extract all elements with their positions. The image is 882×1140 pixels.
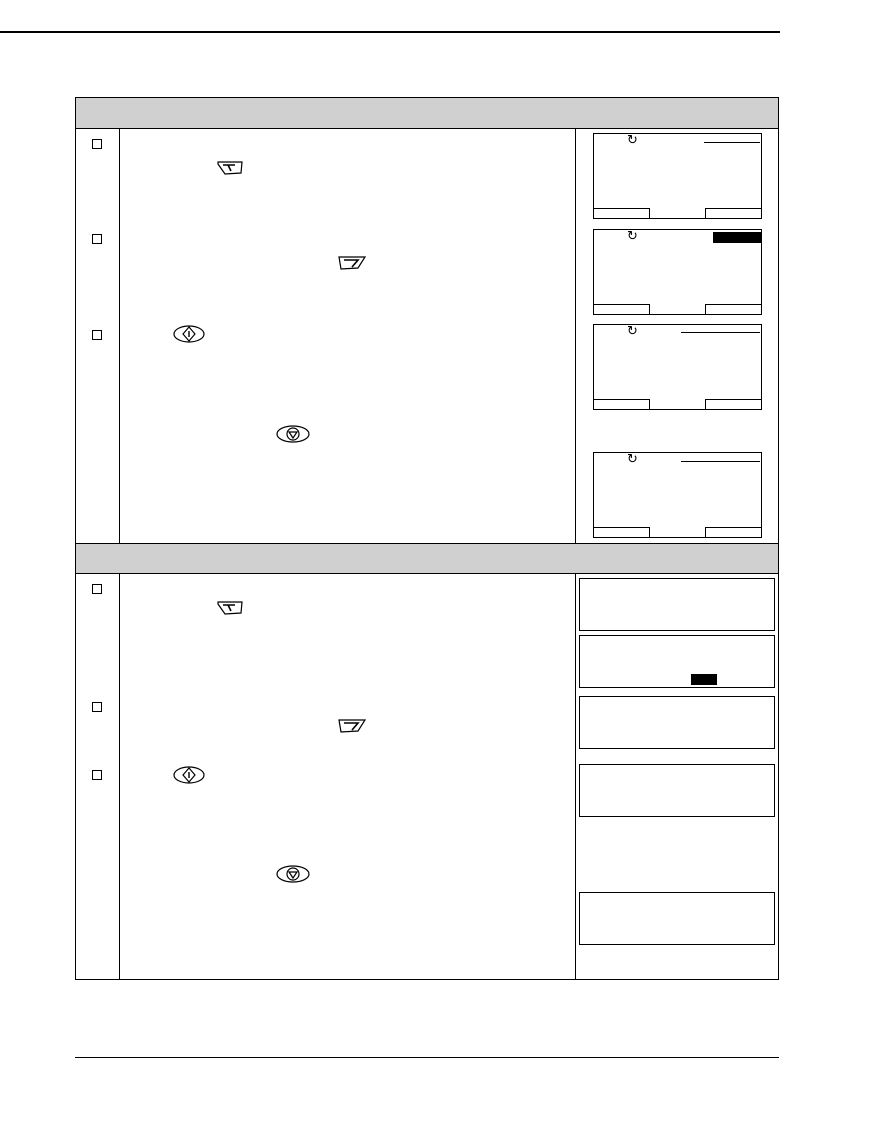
stop-key-icon [275,424,311,444]
bottom-rule [75,1057,779,1058]
highlight-block [691,674,717,685]
step-checkbox[interactable] [92,139,102,149]
softkey-right [705,208,761,218]
basic-panel-display [579,578,775,631]
step-checkbox[interactable] [92,702,102,712]
loc-rem-key-icon [215,160,245,176]
step-checkbox[interactable] [92,584,102,594]
softkey-left [594,399,650,409]
assistant-panel-display [593,324,762,410]
softkey-left [594,527,650,537]
softkey-right [705,399,761,409]
softkey-left [594,304,650,314]
basic-panel-display [579,764,775,817]
section-header [76,544,778,573]
step-checkbox[interactable] [92,330,102,340]
dir-key-icon [336,255,368,271]
assistant-panel-display [593,452,762,538]
rotation-icon: ↻ [627,452,638,467]
top-rule [0,31,780,33]
rotation-icon: ↻ [627,133,638,148]
highlight-block [713,232,761,243]
loc-rem-key-icon [215,600,245,616]
stop-key-icon [275,864,311,884]
start-key-icon [172,765,206,785]
section-header [76,98,778,128]
softkey-right [705,304,761,314]
start-key-icon [172,324,206,344]
basic-panel-display [579,696,775,749]
rotation-icon: ↻ [627,324,638,339]
softkey-right [705,527,761,537]
step-checkbox[interactable] [92,770,102,780]
basic-panel-display [579,635,775,688]
step-checkbox[interactable] [92,234,102,244]
basic-panel-display [579,892,775,945]
softkey-left [594,208,650,218]
assistant-panel-display [593,229,762,315]
rotation-icon: ↻ [627,229,638,244]
dir-key-icon [336,718,368,734]
assistant-panel-display [593,133,762,219]
